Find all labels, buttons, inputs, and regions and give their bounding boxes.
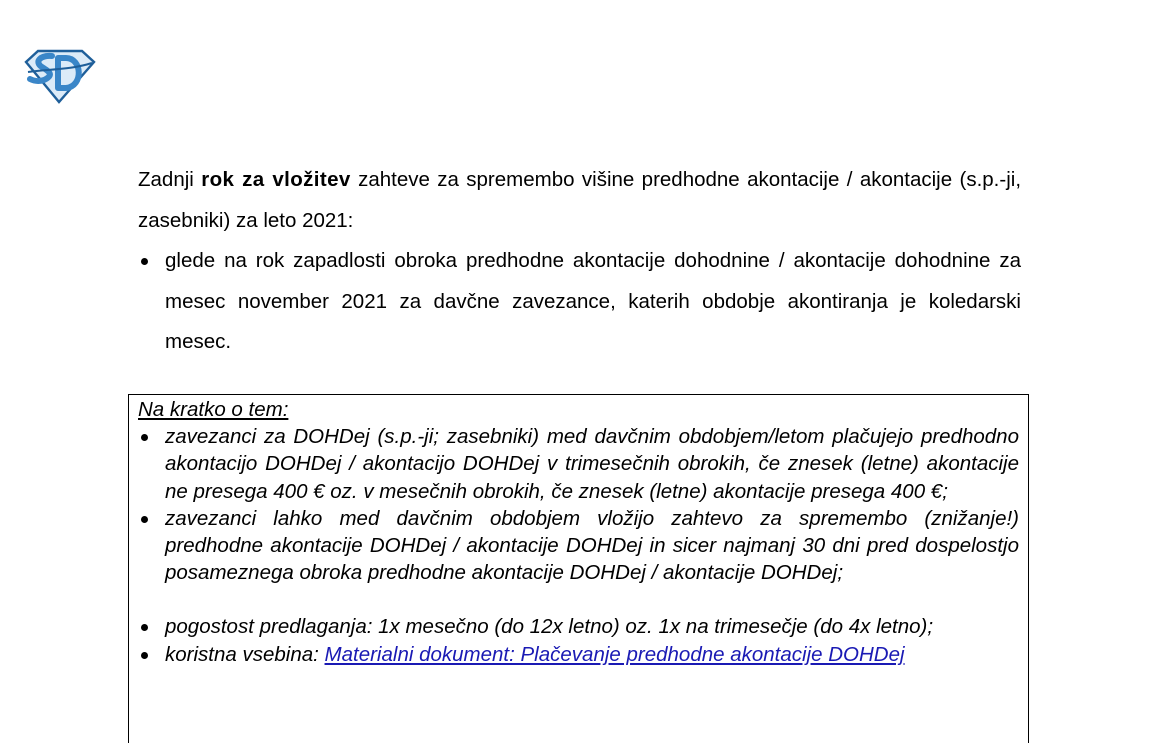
intro-suffix-text: zahteve za spremembo višine predhodne akontacije / akontacije (s.p.-ji, zasebniki) za leto 2021: — [138, 168, 1022, 232]
summary-box — [128, 394, 1029, 743]
useful-content-label: koristna vsebina: — [165, 642, 325, 666]
intro-prefix-text: Zadnji — [138, 168, 202, 191]
intro-bold-text: rok za vložitev — [201, 168, 351, 191]
material-document-link[interactable]: Materialni dokument: Plačevanje predhodne akontacije DOHDej — [324, 642, 905, 666]
summary-list — [138, 423, 1019, 668]
summary-list-item: zavezanci lahko med davčnim obdobjem vložijo zahtevo za spremembo (znižanje!) predhodne akontacije DOHDej / akontacije DOHDej in sicer najmanj 30 dni pred dospelostjo posameznega obroka predhodne akontacije DOHDej / akontacije DOHDej; — [138, 505, 1019, 587]
summary-list-item-useful — [138, 641, 1019, 668]
summary-list-item: zavezanci za DOHDej (s.p.-ji; zasebniki) med davčnim obdobjem/letom plačujejo predhodno akontacijo DOHDej / akontacijo DOHDej v trimesečnih obrokih, če znesek (letne) akontacije ne presega 400 € oz. v mesečnih obrokih, če znesek (letne) akontacije presega 400 €; — [138, 423, 1019, 505]
intro-bullet-list — [138, 241, 1021, 363]
intro-bullet-item: glede na rok zapadlosti obroka predhodne akontacije dohodnine / akontacije dohodnine za mesec november 2021 za davčne zavezance, katerih obdobje akontiranja je koledarski mesec. — [138, 241, 1021, 363]
intro-paragraph — [138, 160, 1021, 241]
summary-list-item: pogostost predlaganja: 1x mesečno (do 12x letno) oz. 1x na trimesečje (do 4x letno); — [138, 613, 1019, 640]
company-logo — [22, 48, 96, 104]
intro-section — [138, 160, 1021, 363]
summary-box-title: Na kratko o tem: — [138, 398, 289, 421]
